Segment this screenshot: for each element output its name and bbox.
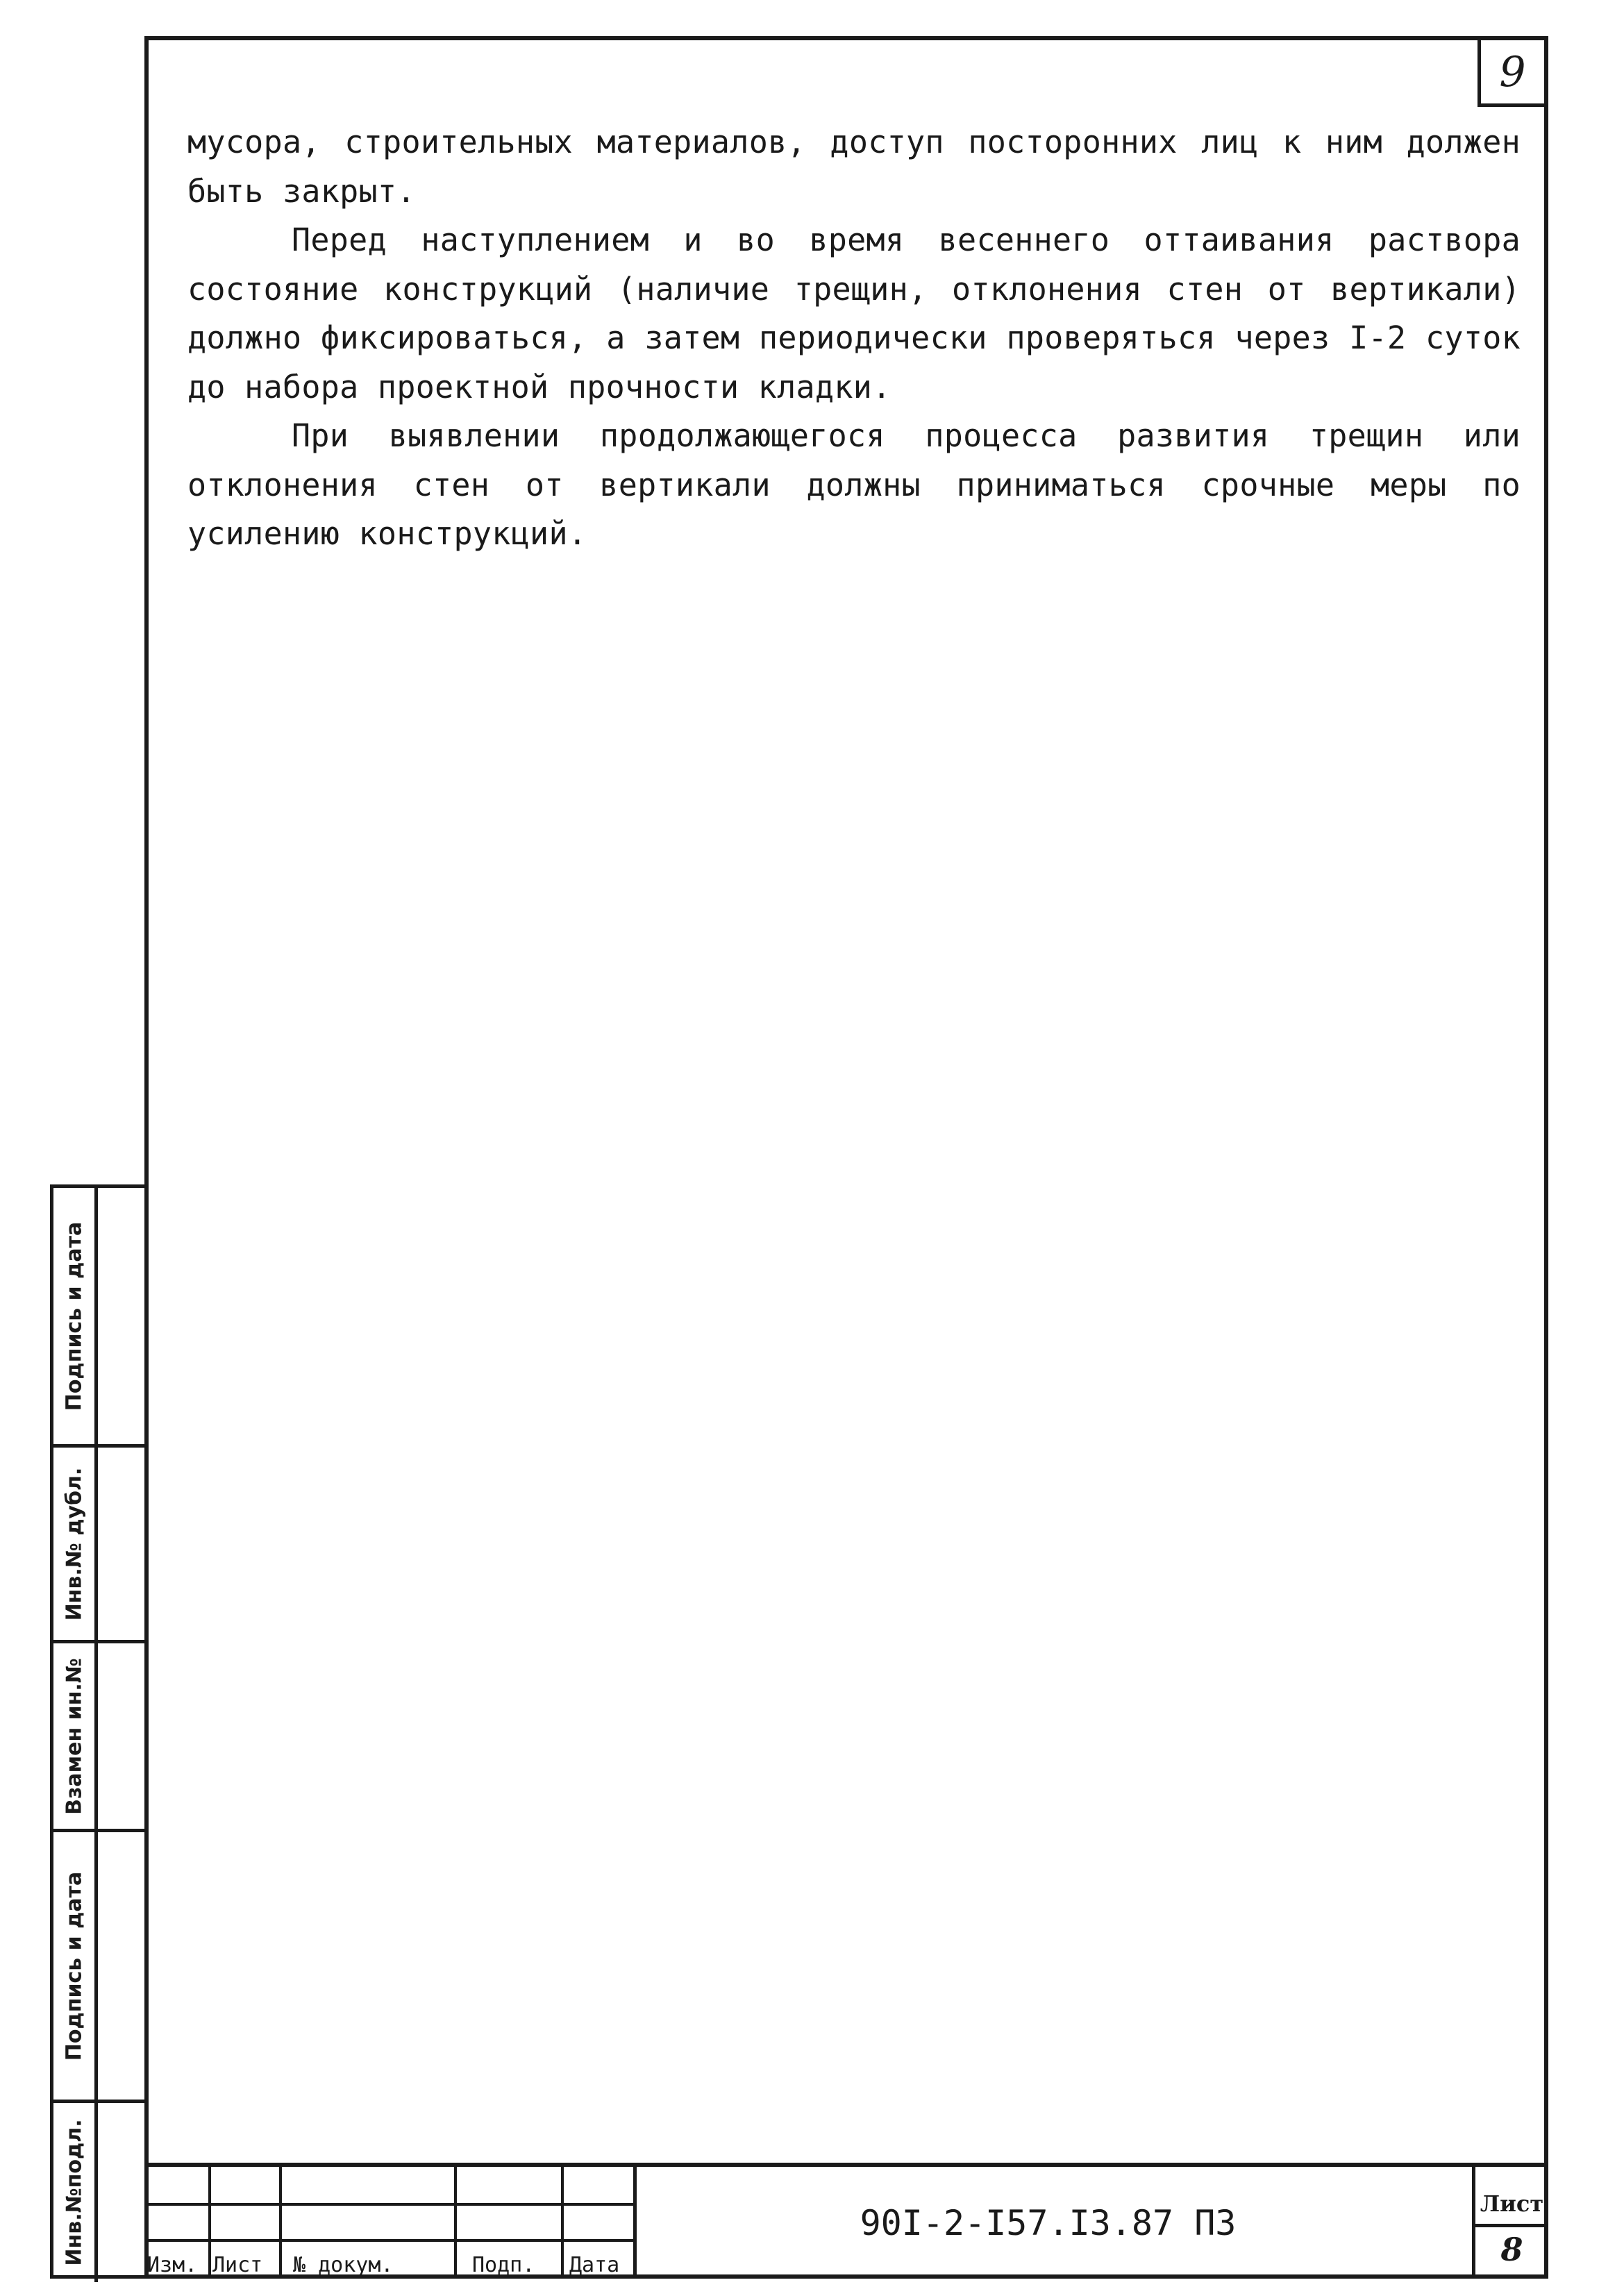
- sheet-divider: [1475, 2224, 1548, 2227]
- column-heading-data: Дата: [569, 2253, 620, 2277]
- stamp-signature-date-bottom: [53, 1832, 148, 2103]
- paragraph-cracks: При выявлении продолжающегося процесса развития трещин или отклонения стен от вертикали должны приниматься срочные меры по усилению конструкций.: [187, 417, 1521, 552]
- stamp-label: Подпись и дата: [62, 1871, 86, 2061]
- column-divider: [561, 2167, 564, 2279]
- paragraph-spring-thaw: Перед наступлением и во время весеннего оттаивания раствора состояние конструкций (наличие трещин, отклонения стен от вертикали) должно фиксироваться, а затем периодически проверяться через I-2 суток до набора проектной прочности кладки.: [187, 221, 1521, 405]
- revision-table: [144, 2167, 633, 2279]
- row-divider: [144, 2239, 633, 2242]
- column-divider: [208, 2167, 211, 2279]
- column-divider: [279, 2167, 282, 2279]
- title-block: [144, 2163, 1548, 2279]
- side-stamp-column: [50, 1184, 144, 2279]
- document-code: 90I-2-I57.I3.87 ПЗ: [633, 2167, 1459, 2279]
- column-divider: [454, 2167, 457, 2279]
- column-heading-list: Лист: [212, 2253, 263, 2277]
- sheet-label: Лист: [1480, 2190, 1544, 2217]
- stamp-signature-date-top: [53, 1188, 148, 1448]
- sheet-number-box: [1472, 2167, 1548, 2279]
- column-heading-podp: Подп.: [472, 2253, 535, 2277]
- document-body: [187, 118, 1521, 559]
- stamp-label: Взамен ин.№: [62, 1657, 86, 1815]
- stamp-label: Инв.№подл.: [62, 2119, 86, 2266]
- sheet-number: 8: [1500, 2231, 1523, 2268]
- column-heading-doc-no: № докум.: [293, 2253, 394, 2277]
- column-heading-izm: Изм.: [147, 2253, 198, 2277]
- stamp-vzamen-inv: [53, 1643, 148, 1832]
- stamp-inv-dubl: [53, 1448, 148, 1643]
- stamp-inv-podl: [53, 2103, 148, 2282]
- stamp-label: Инв.№ дубл.: [62, 1467, 86, 1620]
- paragraph-continued: мусора, строительных материалов, доступ посторонних лиц к ним должен быть закрыт.: [187, 124, 1521, 210]
- page-number: 9: [1477, 40, 1544, 107]
- row-divider: [144, 2203, 633, 2206]
- stamp-label: Подпись и дата: [62, 1221, 86, 1411]
